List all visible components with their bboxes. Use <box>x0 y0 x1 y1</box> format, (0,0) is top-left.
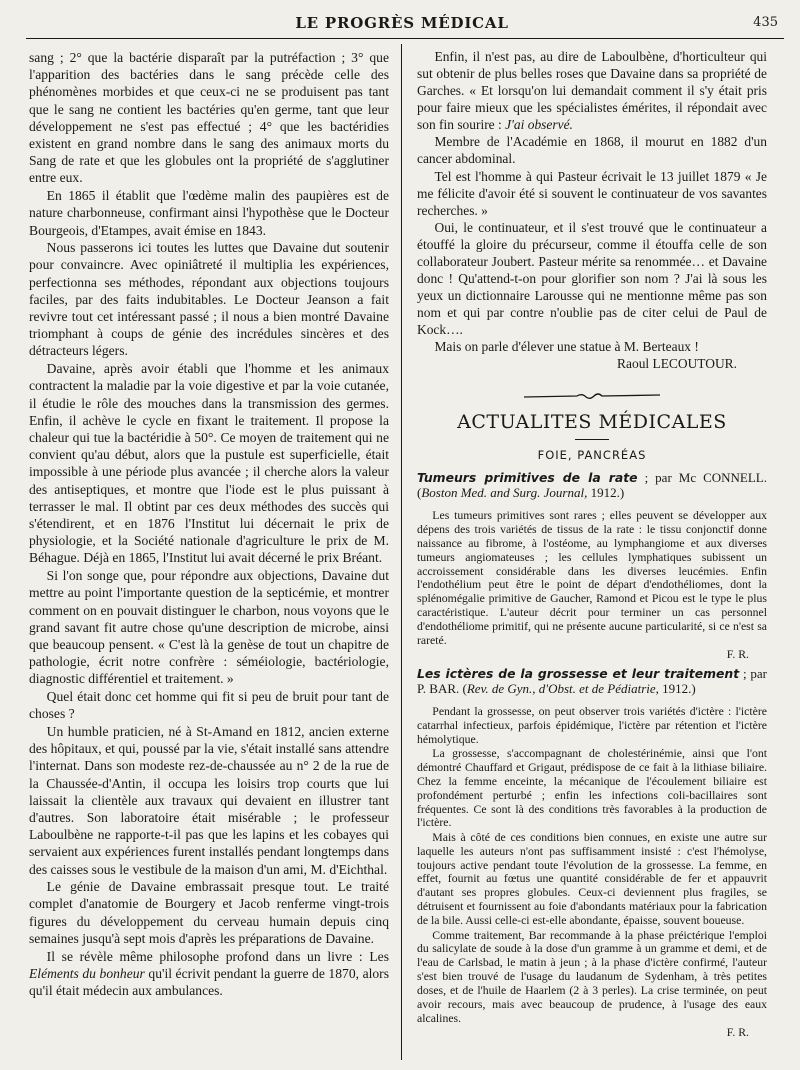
article-body <box>417 705 767 1040</box>
book-title: Eléments du bonheur <box>29 965 145 981</box>
text-run: qu'il écrivit pendant la guerre de 1870, alors qu'il était médecin aux ambulances. <box>29 965 389 998</box>
subsection-title: FOIE, PANCRÉAS <box>537 448 647 463</box>
paragraph: Le génie de Davaine embrassait presque tout. Le traité complet d'anatomie de Bourgery et Jacob renferme vingt-trois figures du développement du cerveau humain depuis cinq semaines jusqu'à sept mois d'après les préparations de Davaine. <box>29 879 389 946</box>
section-title: ACTUALITES MÉDICALES <box>457 411 727 434</box>
ornament-divider <box>417 389 767 406</box>
article-title: Tumeurs primitives de la rate <box>417 469 638 485</box>
article-journal: Rev. de Gyn., d'Obst. et de Pédiatrie, <box>466 681 659 697</box>
paragraph <box>417 49 767 134</box>
article-body <box>417 509 767 662</box>
paragraph: Nous passerons ici toutes les luttes que Davaine dut soutenir pour convaincre. Avec opiniâtreté il multiplia les expériences, perfectionna ses méthodes, répondant aux objections toujours faciles, par des faits indubitables. Le Docteur Jeanson a fait revivre tout cet intéressant passé ; il nous a bien montré Davaine triomphant à coups de génie des incrédules sincères et des détracteurs légers. <box>29 240 389 359</box>
page-number: 435 <box>753 15 778 30</box>
header-rule <box>26 38 784 39</box>
paragraph: Pendant la grossesse, on peut observer trois variétés d'ictère : l'ictère catarrhal infectieux, parfois épidémique, l'ictère par rétention et l'ictère hémolytique. <box>417 704 767 746</box>
author-signature: Raoul LECOUTOUR. <box>617 356 737 372</box>
left-column <box>29 49 389 999</box>
section-rule <box>575 439 609 440</box>
paragraph: La grossesse, s'accompagnant de cholestérinémie, ainsi que l'ont démontré Chauffard et Grigaut, prédispose de ce fait à la lithiase biliaire. Chez la femme enceinte, la mécanique de l'écoulement biliaire est profondément perturbé ; enfin les infections coli-bacillaires sont fréquentes. Ce sont là des conditions très favorables à la production de l'ictère. <box>417 746 767 830</box>
paragraph: Mais on parle d'élever une statue à M. Berteaux ! <box>434 339 699 355</box>
paragraph: Comme traitement, Bar recommande à la phase préictérique l'emploi du salicylate de soude à la dose d'un gramme à un gramme et demi, et de l'eau de Carlsbad, le matin à jeun ; à la phase d'ictère confirmé, l'auteur s'est bien trouvé de l'usage du laudanum de Sydenham, à très petites doses, et de l'huile de Haarlem (2 à 3 perles). La crise terminée, on peut avoir recours, mais avec beaucoup de prudence, à l'usage des eaux alcalines. <box>417 928 767 1025</box>
article-author: ; par Mc CONNELL. ( <box>417 469 767 501</box>
right-column <box>417 49 767 1040</box>
paragraph: Davaine, après avoir établi que l'homme et les animaux contractent la maladie par la voie digestive et par la voie cutanée, il étudie le rôle des mouches dans la transmission des germes. Enfin, il achève le cycle en fixant le traitement. Il propose la chaleur qui tue la bactéridie à 50°. Ce moyen de traitement qui ne convient qu'au début, alors que la pustule est superficielle, était impossible à une période plus avancée ; il cherche alors la valeur des antiseptiques, et montre que l'iode est le plus puissant à terrasser le mal. Il obtint par ces deux méthodes des succès qui s'étendirent, et en 1876 l'Institut lui décernait le prix de physiologie, et la Société nationale d'agriculture le prix de M. Béhague. Déjà en 1865, l'Institut lui avait décerné le prix Bréant. <box>29 361 389 566</box>
page-header <box>22 14 782 34</box>
paragraph: Un humble praticien, né à St-Amand en 1812, ancien externe des hôpitaux, et qui, poussé par la vie, s'était installé sans attendre l'internat. Dans son modeste rez-de-chaussée au n° 2 de la rue de la Chaussée-d'Antin, il occupa les loisirs trop courts que lui laissait la clientèle aux travaux qui devaient en illustrer tant d'autres. Son laboratoire était misérable ; le professeur Laboulbène ne rapporte-t-il pas que les lapins et les cobayes qui servaient aux expériences furent installés pendant longtemps dans des caisses sous le vestibule de la maison d'un ami, M. d'Eichthal. <box>29 723 389 877</box>
text-run: Il se révèle même philosophe profond dans un livre : Les <box>46 948 389 964</box>
article-heading <box>417 666 767 697</box>
paragraph: Quel était donc cet homme qui fit si peu de bruit pour tant de choses ? <box>29 689 389 722</box>
paragraph: Si l'on songe que, pour répondre aux objections, Davaine dut mettre au point l'importante question de la septicémie, et montrer comment on en pouvait distinguer le charbon, nous voyons que le grand savant fit autre chose qu'une description de microbe, ainsi que beaucoup pensent. « C'est là la genèse de tout un chapitre de pathologie, écrit notre confrère : séméiologie, bactériologie, diagnostic différentiel et traitement. » <box>29 568 389 687</box>
paragraph <box>29 948 389 1000</box>
paragraph: Mais à côté de ces conditions bien connues, en existe une autre sur laquelle les auteurs n'ont pas suffisamment insisté : c'est l'hémolyse, toujours active pendant toute l'évolution de la grossesse. La femme, en effet, fournit au fœtus une quantité considérable de fer et appauvrit d'autant ses propres globules. Ceux-ci deviennent plus fragiles, se détruisent et fournissent au foie d'abondants matériaux pour la fabrication de la bile. Aussi celle-ci est-elle abondante, épaisse, souvent boueuse. <box>417 830 767 928</box>
article-author: ; par P. BAR. ( <box>417 665 768 697</box>
article-year: 1912.) <box>658 681 696 697</box>
article-year: 1912.) <box>587 485 625 501</box>
article-signature: F. R. <box>726 1025 749 1039</box>
text-run: Enfin, il n'est pas, au dire de Laboulbène, d'horticulteur qui sut obtenir de plus belles roses que Davaine dans sa propriété de Garches. « Et lorsqu'on lui demandait comment il s'y était pris pour faire mieux que les spécialistes émérites, il répondait avec son fin sourire : <box>417 49 767 132</box>
article-signature: F. R. <box>726 647 749 661</box>
quote-italic: J'ai observé. <box>505 116 573 132</box>
paragraph: Membre de l'Académie en 1868, il mourut en 1882 d'un cancer abdominal. <box>417 134 767 167</box>
paragraph: Oui, le continuateur, et il s'est trouvé que le continuateur a étouffé la gloire du précurseur, comme il étouffa celle de son collaborateur Joubert. Pasteur mérite sa renommée… et Davaine donc ! Qu'attend-t-on pour glorifier son nom ? J'ai là sous les yeux un dictionnaire Larousse qui ne mentionne même pas son nom et qui par contre n'oublie pas de citer celui de Paul de Kock…. <box>417 220 767 337</box>
paragraph: Tel est l'homme à qui Pasteur écrivait le 13 juillet 1879 « Je me félicite d'avoir été si souvent le continuateur de vos savantes recherches. » <box>417 168 767 218</box>
article-journal: Boston Med. and Surg. Journal, <box>421 485 588 501</box>
paragraph: Les tumeurs primitives sont rares ; elles peuvent se développer aux dépens des trois variétés de tissus de la rate : le tissu conjonctif donne naissance au fibrome, à l'ostéome, au lymphangiome et aux diverses tumeurs angiomateuses ; les cellules lymphatiques subissent un accroissement considérable dans les diverses leucémies. Enfin l'endothélium peut être le point de départ d'endothéliomes, dont la splénomégalie primitive de Gaucher, Ramond et Picou est le type le plus caractéristique. L'auteur décrit pour terminer un cas personnel d'endothéliome primitif, qui ne présente aucune particularité, si ce n'est sa rareté. <box>417 508 767 647</box>
paragraph: sang ; 2° que la bactérie disparaît par la putréfaction ; 3° que l'apparition des bactéries dans le sang précède celle des phénomènes morbides et que ceux-ci ne se produisent pas tant que le sang ne contient les bactéries qu'en germe, tant que leur développement ne s'est pas effectué ; 4° que les bactéridies existent en grand nombre dans le sang des animaux morts du Sang de rate et que les globules ont la propriété de s'agglutiner entre eux. <box>29 50 389 186</box>
paragraph: En 1865 il établit que l'œdème malin des paupières est de nature charbonneuse, confirmant ainsi l'hypothèse que le Docteur Bourgeois, d'Etampes, avait émise en 1843. <box>29 188 389 238</box>
ornament-swash-icon <box>522 391 662 401</box>
journal-title: LE PROGRÈS MÉDICAL <box>295 14 509 32</box>
article-heading <box>417 470 767 501</box>
article-title: Les ictères de la grossesse et leur traitement <box>417 665 740 681</box>
column-divider <box>401 44 402 1060</box>
